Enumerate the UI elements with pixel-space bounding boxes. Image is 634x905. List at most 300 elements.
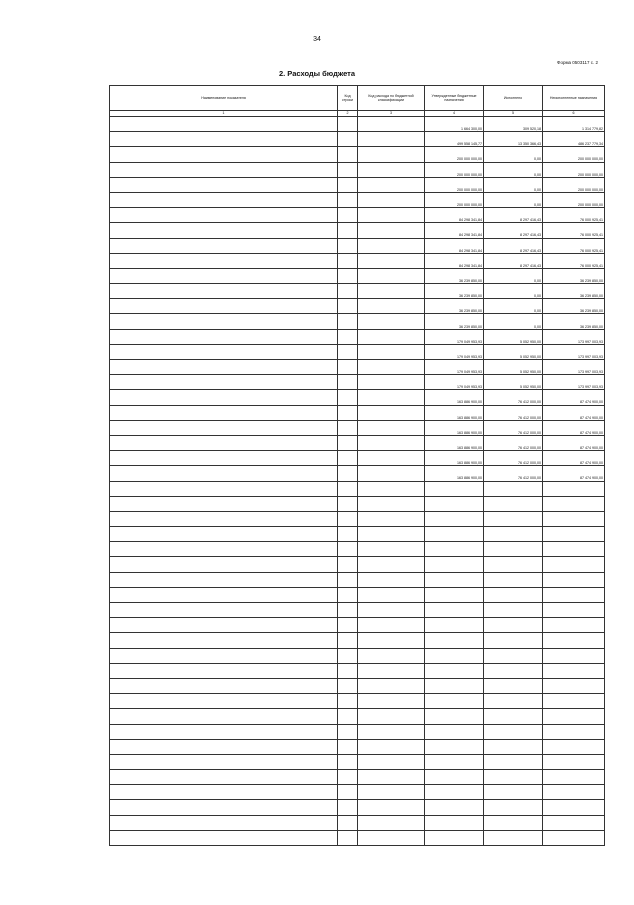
cell-unexecuted: 200 000 000,00: [543, 147, 605, 162]
cell-budget-code: [358, 344, 425, 359]
table-row: [110, 785, 605, 800]
cell-unexecuted: [543, 724, 605, 739]
cell-approved: 163 886 900,00: [425, 390, 484, 405]
cell-unexecuted: 36 239 850,00: [543, 284, 605, 299]
cell-budget-code: [358, 284, 425, 299]
cell-name: [110, 451, 338, 466]
cell-unexecuted: 36 239 850,00: [543, 268, 605, 283]
cell-executed: 0,00: [484, 177, 543, 192]
cell-budget-code: [358, 754, 425, 769]
cell-approved: 179 049 953,93: [425, 375, 484, 390]
table-row: [110, 420, 605, 435]
cell-line-code: [338, 739, 358, 754]
header-budget-code: Код расхода по бюджетной классификации: [358, 86, 425, 111]
cell-name: [110, 192, 338, 207]
cell-executed: 5 052 950,00: [484, 375, 543, 390]
cell-approved: 84 298 341,84: [425, 208, 484, 223]
cell-executed: [484, 603, 543, 618]
cell-approved: 200 000 000,00: [425, 162, 484, 177]
cell-executed: [484, 663, 543, 678]
cell-name: [110, 511, 338, 526]
cell-budget-code: [358, 405, 425, 420]
cell-budget-code: [358, 663, 425, 678]
cell-budget-code: [358, 557, 425, 572]
cell-line-code: [338, 223, 358, 238]
cell-executed: [484, 785, 543, 800]
cell-executed: [484, 770, 543, 785]
cell-unexecuted: [543, 663, 605, 678]
cell-budget-code: [358, 360, 425, 375]
cell-name: [110, 587, 338, 602]
table-row: [110, 542, 605, 557]
cell-approved: [425, 663, 484, 678]
cell-line-code: [338, 132, 358, 147]
cell-name: [110, 420, 338, 435]
cell-unexecuted: [543, 678, 605, 693]
cell-name: [110, 572, 338, 587]
cell-line-code: [338, 496, 358, 511]
cell-approved: [425, 800, 484, 815]
cell-unexecuted: 173 997 003,93: [543, 329, 605, 344]
cell-approved: 163 886 900,00: [425, 435, 484, 450]
cell-budget-code: [358, 511, 425, 526]
cell-budget-code: [358, 527, 425, 542]
cell-budget-code: [358, 678, 425, 693]
table-row: [110, 603, 605, 618]
cell-executed: [484, 527, 543, 542]
cell-approved: 163 886 900,00: [425, 466, 484, 481]
cell-executed: 76 412 000,00: [484, 420, 543, 435]
cell-unexecuted: [543, 754, 605, 769]
table-row: [110, 223, 605, 238]
cell-name: [110, 770, 338, 785]
cell-approved: [425, 739, 484, 754]
cell-unexecuted: 87 474 900,00: [543, 390, 605, 405]
cell-executed: 0,00: [484, 147, 543, 162]
table-row: [110, 360, 605, 375]
cell-line-code: [338, 329, 358, 344]
cell-line-code: [338, 648, 358, 663]
cell-name: [110, 618, 338, 633]
cell-name: [110, 405, 338, 420]
table-row: [110, 678, 605, 693]
cell-executed: [484, 618, 543, 633]
cell-name: [110, 815, 338, 830]
cell-name: [110, 739, 338, 754]
cell-approved: 36 239 850,00: [425, 284, 484, 299]
cell-budget-code: [358, 208, 425, 223]
cell-name: [110, 329, 338, 344]
cell-name: [110, 603, 338, 618]
table-row: [110, 694, 605, 709]
cell-approved: [425, 542, 484, 557]
cell-name: [110, 177, 338, 192]
cell-executed: [484, 739, 543, 754]
cell-approved: [425, 815, 484, 830]
cell-budget-code: [358, 496, 425, 511]
cell-unexecuted: 87 474 900,00: [543, 420, 605, 435]
cell-budget-code: [358, 162, 425, 177]
table-row: [110, 770, 605, 785]
table-row: [110, 830, 605, 845]
table-row: [110, 238, 605, 253]
cell-executed: 76 412 000,00: [484, 390, 543, 405]
cell-budget-code: [358, 648, 425, 663]
table-row: [110, 284, 605, 299]
cell-budget-code: [358, 375, 425, 390]
cell-budget-code: [358, 192, 425, 207]
table-row: [110, 162, 605, 177]
cell-name: [110, 208, 338, 223]
header-executed: Исполнено: [484, 86, 543, 111]
cell-executed: [484, 754, 543, 769]
column-number: 3: [358, 111, 425, 117]
cell-name: [110, 754, 338, 769]
cell-name: [110, 132, 338, 147]
cell-executed: 8 297 416,43: [484, 253, 543, 268]
cell-executed: [484, 800, 543, 815]
table-row: [110, 481, 605, 496]
cell-budget-code: [358, 603, 425, 618]
cell-approved: [425, 770, 484, 785]
cell-unexecuted: [543, 694, 605, 709]
cell-approved: 84 298 341,84: [425, 238, 484, 253]
table-row: [110, 663, 605, 678]
cell-unexecuted: [543, 481, 605, 496]
cell-name: [110, 344, 338, 359]
table-row: [110, 572, 605, 587]
cell-name: [110, 253, 338, 268]
cell-approved: [425, 678, 484, 693]
header-unexecuted: Неисполненные назначения: [543, 86, 605, 111]
cell-approved: 84 298 341,84: [425, 253, 484, 268]
cell-budget-code: [358, 451, 425, 466]
cell-line-code: [338, 208, 358, 223]
header-approved: Утвержденные бюджетные назначения: [425, 86, 484, 111]
cell-approved: 499 558 145,77: [425, 132, 484, 147]
cell-unexecuted: 87 474 900,00: [543, 435, 605, 450]
cell-line-code: [338, 147, 358, 162]
cell-executed: [484, 496, 543, 511]
cell-unexecuted: [543, 603, 605, 618]
cell-line-code: [338, 633, 358, 648]
cell-approved: 163 886 900,00: [425, 420, 484, 435]
table-row: [110, 375, 605, 390]
cell-budget-code: [358, 420, 425, 435]
cell-line-code: [338, 694, 358, 709]
cell-line-code: [338, 268, 358, 283]
cell-unexecuted: [543, 542, 605, 557]
cell-executed: [484, 678, 543, 693]
table-row: [110, 117, 605, 132]
cell-budget-code: [358, 177, 425, 192]
cell-unexecuted: 36 239 850,00: [543, 314, 605, 329]
cell-budget-code: [358, 466, 425, 481]
cell-unexecuted: 173 997 003,93: [543, 360, 605, 375]
cell-line-code: [338, 618, 358, 633]
table-row: [110, 527, 605, 542]
cell-budget-code: [358, 587, 425, 602]
cell-line-code: [338, 314, 358, 329]
cell-unexecuted: [543, 557, 605, 572]
table-row: [110, 800, 605, 815]
cell-unexecuted: 87 474 900,00: [543, 451, 605, 466]
cell-executed: 309 520,18: [484, 117, 543, 132]
cell-line-code: [338, 542, 358, 557]
cell-executed: 76 412 000,00: [484, 466, 543, 481]
cell-line-code: [338, 557, 358, 572]
cell-executed: 8 297 416,43: [484, 208, 543, 223]
cell-approved: [425, 527, 484, 542]
cell-budget-code: [358, 542, 425, 557]
cell-approved: [425, 709, 484, 724]
cell-approved: 200 000 000,00: [425, 177, 484, 192]
budget-table: [109, 85, 605, 846]
cell-approved: [425, 603, 484, 618]
cell-unexecuted: [543, 785, 605, 800]
cell-name: [110, 481, 338, 496]
column-number: 2: [338, 111, 358, 117]
cell-line-code: [338, 253, 358, 268]
cell-budget-code: [358, 633, 425, 648]
cell-approved: [425, 648, 484, 663]
cell-approved: 36 239 850,00: [425, 268, 484, 283]
table-row: [110, 329, 605, 344]
cell-line-code: [338, 420, 358, 435]
cell-budget-code: [358, 329, 425, 344]
column-number: 6: [543, 111, 605, 117]
cell-unexecuted: [543, 648, 605, 663]
table-row: [110, 511, 605, 526]
cell-budget-code: [358, 481, 425, 496]
cell-name: [110, 542, 338, 557]
cell-unexecuted: [543, 739, 605, 754]
cell-name: [110, 117, 338, 132]
cell-approved: [425, 694, 484, 709]
cell-line-code: [338, 815, 358, 830]
cell-budget-code: [358, 435, 425, 450]
cell-line-code: [338, 572, 358, 587]
cell-unexecuted: [543, 527, 605, 542]
cell-line-code: [338, 299, 358, 314]
cell-unexecuted: 1 314 779,82: [543, 117, 605, 132]
table-row: [110, 208, 605, 223]
cell-line-code: [338, 466, 358, 481]
cell-budget-code: [358, 770, 425, 785]
cell-executed: 76 412 000,00: [484, 435, 543, 450]
cell-name: [110, 633, 338, 648]
section-title: 2. Расходы бюджета: [278, 69, 356, 78]
cell-line-code: [338, 603, 358, 618]
cell-name: [110, 557, 338, 572]
cell-unexecuted: [543, 496, 605, 511]
cell-name: [110, 678, 338, 693]
cell-budget-code: [358, 830, 425, 845]
column-number: 5: [484, 111, 543, 117]
cell-name: [110, 375, 338, 390]
column-number: 4: [425, 111, 484, 117]
cell-approved: [425, 830, 484, 845]
cell-approved: [425, 572, 484, 587]
cell-budget-code: [358, 390, 425, 405]
cell-unexecuted: [543, 572, 605, 587]
cell-executed: 0,00: [484, 192, 543, 207]
cell-executed: [484, 633, 543, 648]
cell-executed: [484, 572, 543, 587]
cell-line-code: [338, 117, 358, 132]
table-row: [110, 587, 605, 602]
cell-line-code: [338, 587, 358, 602]
cell-line-code: [338, 177, 358, 192]
table-body: [110, 111, 605, 846]
cell-budget-code: [358, 299, 425, 314]
cell-budget-code: [358, 314, 425, 329]
cell-line-code: [338, 724, 358, 739]
cell-approved: 36 239 850,00: [425, 299, 484, 314]
cell-executed: [484, 481, 543, 496]
cell-line-code: [338, 785, 358, 800]
cell-approved: [425, 754, 484, 769]
page-number: 34: [313, 36, 321, 43]
cell-name: [110, 147, 338, 162]
cell-name: [110, 360, 338, 375]
cell-line-code: [338, 192, 358, 207]
table-row: [110, 754, 605, 769]
cell-approved: 200 000 000,00: [425, 192, 484, 207]
cell-line-code: [338, 451, 358, 466]
cell-approved: [425, 557, 484, 572]
cell-executed: [484, 830, 543, 845]
cell-line-code: [338, 360, 358, 375]
cell-unexecuted: 76 000 925,41: [543, 223, 605, 238]
cell-executed: 76 412 000,00: [484, 405, 543, 420]
form-code: Форма 0503117 с. 2: [557, 60, 598, 65]
cell-line-code: [338, 238, 358, 253]
table-row: [110, 648, 605, 663]
cell-executed: 76 412 000,00: [484, 451, 543, 466]
cell-name: [110, 800, 338, 815]
cell-budget-code: [358, 223, 425, 238]
cell-name: [110, 223, 338, 238]
cell-executed: [484, 815, 543, 830]
table-row: [110, 132, 605, 147]
cell-budget-code: [358, 253, 425, 268]
cell-name: [110, 466, 338, 481]
cell-executed: 0,00: [484, 162, 543, 177]
cell-budget-code: [358, 709, 425, 724]
cell-name: [110, 238, 338, 253]
cell-unexecuted: 87 474 900,00: [543, 405, 605, 420]
cell-budget-code: [358, 815, 425, 830]
budget-table-container: [109, 85, 604, 846]
cell-executed: 0,00: [484, 268, 543, 283]
table-row: [110, 390, 605, 405]
table-row: [110, 815, 605, 830]
cell-approved: 163 886 900,00: [425, 451, 484, 466]
cell-budget-code: [358, 724, 425, 739]
table-row: [110, 496, 605, 511]
table-row: [110, 739, 605, 754]
cell-line-code: [338, 527, 358, 542]
cell-name: [110, 648, 338, 663]
cell-line-code: [338, 375, 358, 390]
table-row: [110, 192, 605, 207]
cell-name: [110, 709, 338, 724]
table-row: [110, 724, 605, 739]
cell-approved: 179 049 953,93: [425, 329, 484, 344]
cell-budget-code: [358, 694, 425, 709]
cell-line-code: [338, 754, 358, 769]
cell-executed: [484, 709, 543, 724]
cell-name: [110, 694, 338, 709]
cell-approved: 200 000 000,00: [425, 147, 484, 162]
cell-unexecuted: 173 997 003,93: [543, 344, 605, 359]
table-row: [110, 344, 605, 359]
cell-line-code: [338, 770, 358, 785]
cell-unexecuted: [543, 618, 605, 633]
table-row: [110, 557, 605, 572]
table-row: [110, 147, 605, 162]
cell-budget-code: [358, 147, 425, 162]
cell-name: [110, 527, 338, 542]
table-row: [110, 466, 605, 481]
cell-executed: [484, 542, 543, 557]
cell-name: [110, 390, 338, 405]
cell-budget-code: [358, 572, 425, 587]
cell-approved: 163 886 900,00: [425, 405, 484, 420]
cell-budget-code: [358, 117, 425, 132]
cell-approved: [425, 587, 484, 602]
cell-line-code: [338, 709, 358, 724]
cell-unexecuted: 76 000 925,41: [543, 208, 605, 223]
cell-unexecuted: [543, 770, 605, 785]
cell-name: [110, 284, 338, 299]
cell-approved: 84 298 341,84: [425, 223, 484, 238]
cell-line-code: [338, 830, 358, 845]
table-row: [110, 451, 605, 466]
cell-name: [110, 268, 338, 283]
cell-executed: 0,00: [484, 299, 543, 314]
cell-budget-code: [358, 739, 425, 754]
cell-unexecuted: [543, 511, 605, 526]
cell-name: [110, 830, 338, 845]
cell-budget-code: [358, 618, 425, 633]
table-row: [110, 435, 605, 450]
cell-approved: [425, 724, 484, 739]
cell-unexecuted: [543, 709, 605, 724]
cell-approved: 179 049 953,93: [425, 360, 484, 375]
cell-executed: 8 297 416,43: [484, 223, 543, 238]
cell-executed: [484, 648, 543, 663]
table-row: [110, 177, 605, 192]
header-line-code: Код строки: [338, 86, 358, 111]
cell-name: [110, 435, 338, 450]
cell-name: [110, 663, 338, 678]
cell-unexecuted: [543, 830, 605, 845]
cell-executed: 13 350 366,43: [484, 132, 543, 147]
cell-line-code: [338, 284, 358, 299]
cell-executed: 8 297 416,43: [484, 238, 543, 253]
cell-approved: 1 664 300,00: [425, 117, 484, 132]
cell-executed: [484, 557, 543, 572]
cell-unexecuted: 173 997 003,93: [543, 375, 605, 390]
column-number: 1: [110, 111, 338, 117]
cell-line-code: [338, 481, 358, 496]
cell-executed: [484, 724, 543, 739]
cell-executed: 0,00: [484, 314, 543, 329]
cell-unexecuted: 76 000 925,41: [543, 238, 605, 253]
cell-approved: [425, 496, 484, 511]
